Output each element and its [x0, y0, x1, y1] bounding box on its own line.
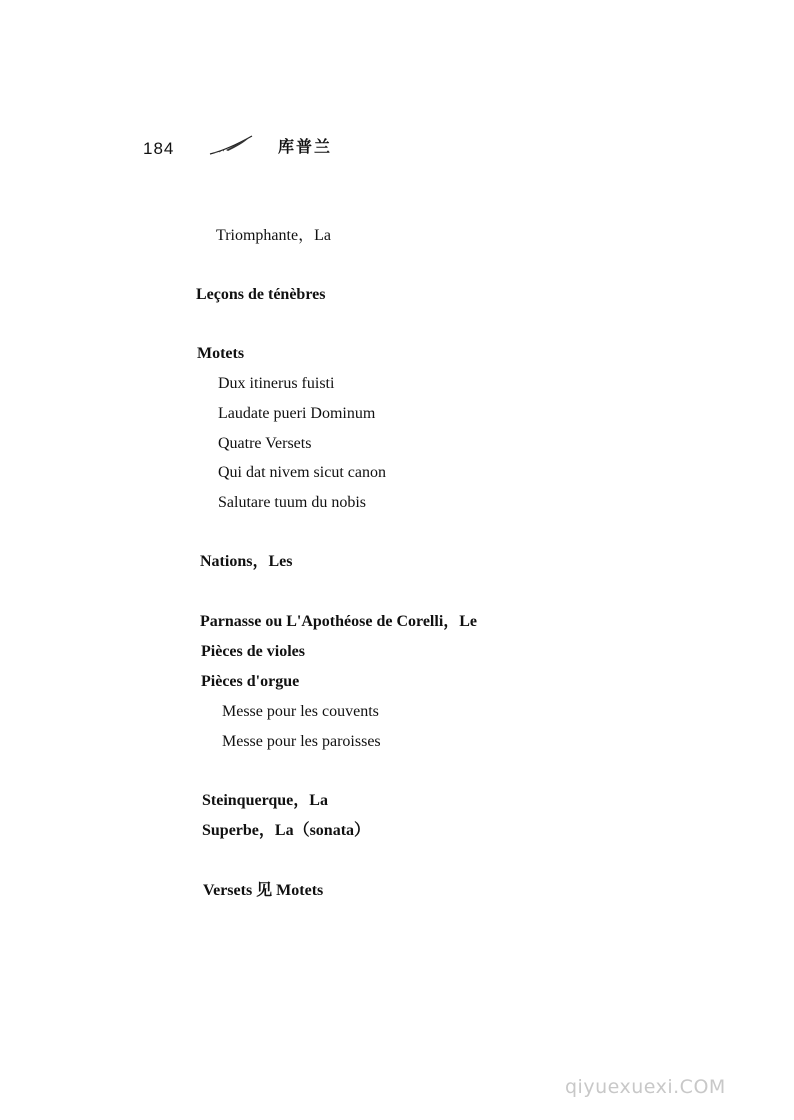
subentry-qui-dat-nivem: Qui dat nivem sicut canon [218, 464, 386, 481]
entry-pieces-de-violes: Pièces de violes [201, 643, 305, 660]
entry-motets: Motets [197, 345, 245, 362]
page-number: 184 [143, 139, 175, 158]
entry-lecons-de-tenebres: Leçons de ténèbres [196, 286, 326, 303]
entry-parnasse: Parnasse ou L'Apothéose de Corelli，Le [200, 613, 478, 630]
running-head-title: 库普兰 [278, 137, 333, 156]
entry-nations: Nations，Les [200, 553, 293, 570]
subentry-messe-couvents: Messe pour les couvents [222, 703, 379, 720]
subentry-quatre-versets: Quatre Versets [218, 435, 312, 452]
watermark: qiyuexuexi.COM [565, 1076, 726, 1098]
entry-triomphante: Triomphante，La [216, 227, 331, 244]
subentry-messe-paroisses: Messe pour les paroisses [222, 733, 381, 750]
entry-versets: Versets 见 Motets [203, 882, 324, 899]
quill-pen-icon [208, 133, 254, 157]
entry-steinquerque: Steinquerque，La [202, 792, 328, 809]
entry-superbe: Superbe，La（sonata） [202, 822, 371, 839]
subentry-dux-itinerus: Dux itinerus fuisti [218, 375, 335, 392]
subentry-salutare-tuum: Salutare tuum du nobis [218, 494, 366, 511]
subentry-laudate-pueri: Laudate pueri Dominum [218, 405, 376, 422]
entry-pieces-dorgue: Pièces d'orgue [201, 673, 300, 690]
